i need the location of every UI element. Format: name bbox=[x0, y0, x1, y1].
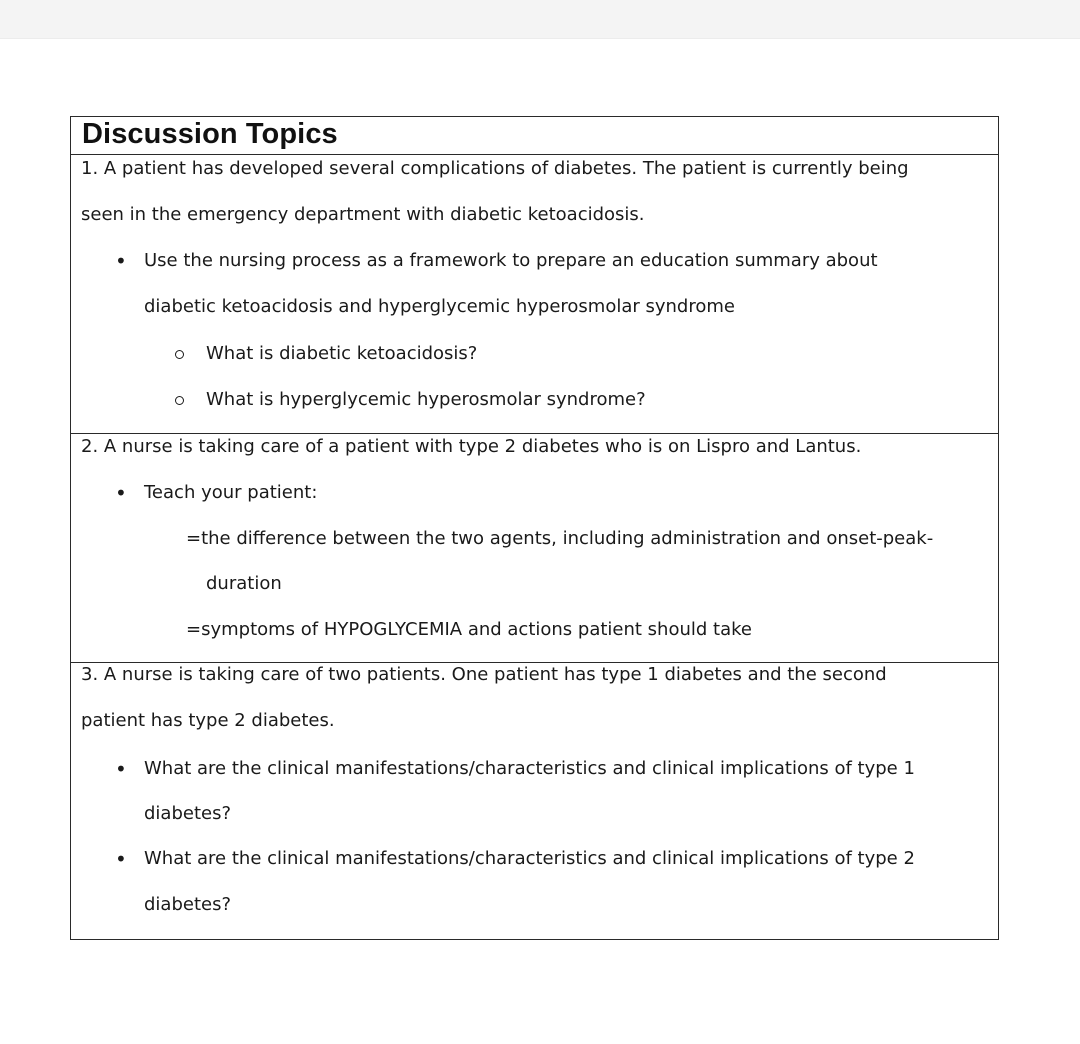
section-1 bbox=[71, 155, 998, 434]
title-row bbox=[71, 117, 998, 155]
section-1-bullet-line-2: diabetic ketoacidosis and hyperglycemic hyperosmolar syndrome bbox=[144, 296, 735, 317]
bullet-icon: • bbox=[115, 757, 127, 781]
section-2-subitem-1: =the difference between the two agents, including administration and onset-peak- bbox=[186, 528, 934, 549]
section-3-bullet-1-line-2: diabetes? bbox=[144, 803, 232, 824]
section-2 bbox=[71, 434, 998, 663]
section-2-bullet-line-1: Teach your patient: bbox=[144, 482, 318, 503]
section-3-bullet-2-line-2: diabetes? bbox=[144, 894, 232, 915]
section-3-intro-line-2: patient has type 2 diabetes. bbox=[81, 710, 335, 731]
section-2-intro-line-1: 2. A nurse is taking care of a patient with type 2 diabetes who is on Lispro and Lantus. bbox=[81, 436, 862, 457]
section-1-intro-line-2: seen in the emergency department with diabetic ketoacidosis. bbox=[81, 204, 645, 225]
bullet-icon: • bbox=[115, 481, 127, 505]
circle-bullet-icon bbox=[175, 350, 184, 359]
bullet-icon: • bbox=[115, 249, 127, 273]
section-3-bullet-1-line-1: What are the clinical manifestations/characteristics and clinical implications of type 1 bbox=[144, 758, 915, 779]
section-1-bullet-line-1: Use the nursing process as a framework to prepare an education summary about bbox=[144, 250, 878, 271]
section-3 bbox=[71, 663, 998, 939]
bullet-icon: • bbox=[115, 847, 127, 871]
top-band bbox=[0, 0, 1080, 39]
section-1-subitem-1: What is diabetic ketoacidosis? bbox=[206, 343, 478, 364]
section-2-subitem-2: =symptoms of HYPOGLYCEMIA and actions patient should take bbox=[186, 619, 752, 640]
section-1-subitem-2: What is hyperglycemic hyperosmolar syndrome? bbox=[206, 389, 646, 410]
section-2-subitem-1-cont: duration bbox=[206, 573, 282, 594]
discussion-table bbox=[70, 116, 999, 940]
section-3-bullet-2-line-1: What are the clinical manifestations/characteristics and clinical implications of type 2 bbox=[144, 848, 915, 869]
section-3-intro-line-1: 3. A nurse is taking care of two patients. One patient has type 1 diabetes and the second bbox=[81, 664, 887, 685]
section-1-intro-line-1: 1. A patient has developed several complications of diabetes. The patient is currently being bbox=[81, 158, 909, 179]
page-title: Discussion Topics bbox=[82, 118, 338, 150]
circle-bullet-icon bbox=[175, 396, 184, 405]
